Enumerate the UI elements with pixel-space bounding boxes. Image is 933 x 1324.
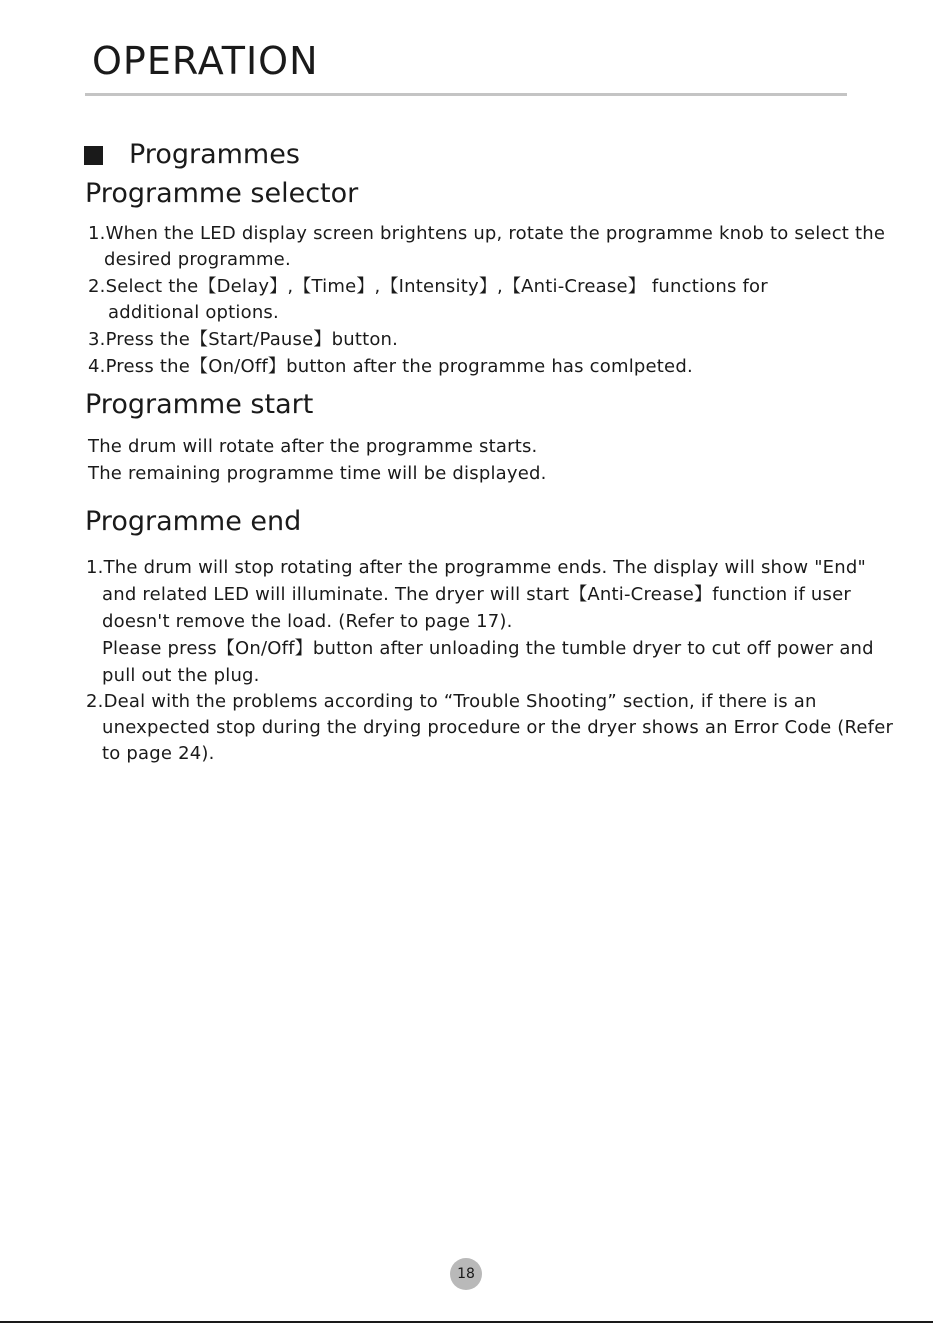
- selector-line-5: 3.Press the【Start/Pause】button.: [88, 329, 399, 350]
- end-line-6: 2.Deal with the problems according to “Trouble Shooting” section, if there is an: [86, 691, 817, 712]
- programme-start-heading: Programme start: [85, 389, 314, 420]
- end-line-7: unexpected stop during the drying procedure or the dryer shows an Error Code (Refer: [102, 717, 894, 738]
- selector-line-6: 4.Press the【On/Off】button after the programme has comlpeted.: [88, 356, 693, 377]
- programme-end-heading: Programme end: [85, 506, 302, 537]
- bottom-divider: [0, 1321, 933, 1323]
- programme-selector-heading: Programme selector: [85, 178, 359, 209]
- section-heading-label: Programmes: [129, 139, 300, 170]
- end-line-5: pull out the plug.: [102, 665, 260, 686]
- start-line-1: The drum will rotate after the programme starts.: [88, 436, 538, 457]
- end-line-8: to page 24).: [102, 743, 215, 764]
- selector-line-3: 2.Select the【Delay】,【Time】,【Intensity】,【Anti-Crease】 functions for: [88, 276, 768, 297]
- selector-line-2: desired programme.: [104, 249, 291, 270]
- start-line-2: The remaining programme time will be displayed.: [88, 463, 547, 484]
- square-bullet-icon: [84, 146, 103, 165]
- end-line-3: doesn't remove the load. (Refer to page 17).: [102, 611, 513, 632]
- selector-line-4: additional options.: [108, 302, 279, 323]
- end-line-1: 1.The drum will stop rotating after the programme ends. The display will show "End": [86, 557, 866, 578]
- page-title: OPERATION: [92, 39, 319, 83]
- section-heading-programmes: [84, 137, 300, 173]
- page-number-badge: 18: [450, 1258, 482, 1290]
- selector-line-1: 1.When the LED display screen brightens up, rotate the programme knob to select the: [88, 223, 886, 244]
- title-divider: [85, 93, 847, 96]
- end-line-4: Please press【On/Off】button after unloading the tumble dryer to cut off power and: [102, 638, 874, 659]
- end-line-2: and related LED will illuminate. The dryer will start【Anti-Crease】function if user: [102, 584, 851, 605]
